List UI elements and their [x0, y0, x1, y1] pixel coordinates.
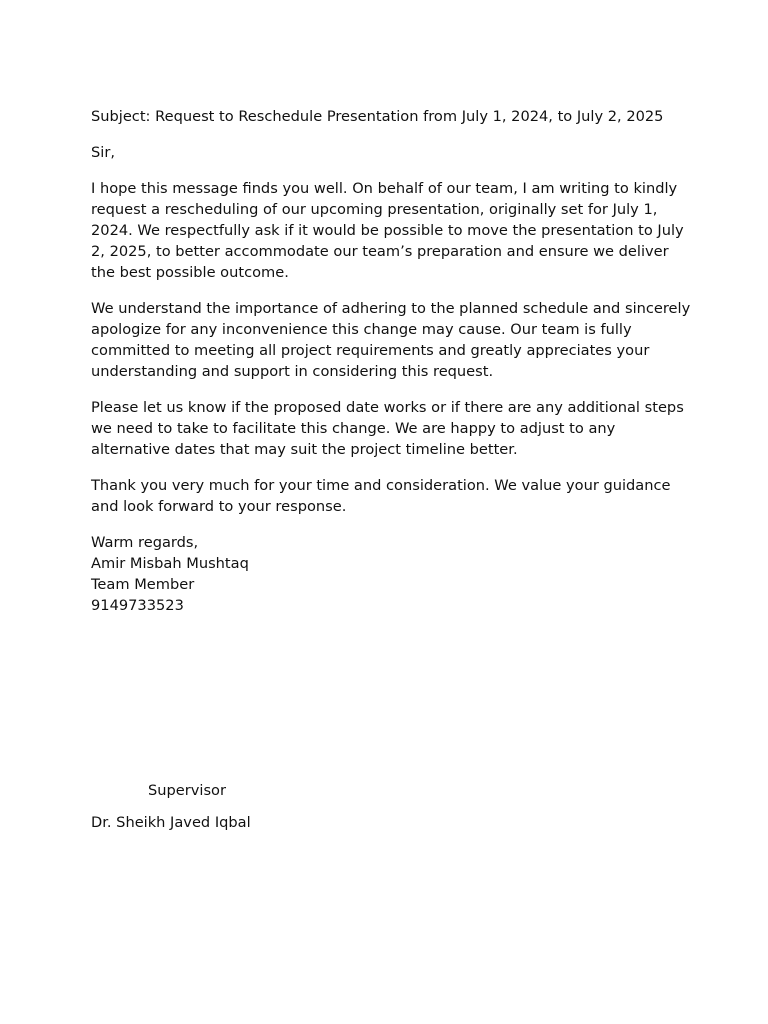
- sender-name: Amir Misbah Mushtaq: [91, 555, 249, 572]
- supervisor-label: Supervisor: [148, 782, 226, 799]
- paragraph-intro: I hope this message finds you well. On behalf of our team, I am writing to kindly request a rescheduling of our upcoming presentation, originally set for July 1, 2024. We respectfully ask if it would be possible to move the presentation to July 2, 2025, to better accommodate our team’s preparation and ensure we deliver the best possible outcome.: [91, 180, 684, 281]
- letter-body: [91, 106, 691, 616]
- subject-line: Subject: Request to Reschedule Presentation from July 1, 2024, to July 2, 2025: [91, 108, 664, 125]
- sender-phone: 9149733523: [91, 597, 184, 614]
- paragraph-request: Please let us know if the proposed date works or if there are any additional steps we need to take to facilitate this change. We are happy to adjust to any alternative dates that may suit the project timeline better.: [91, 399, 684, 458]
- salutation: Sir,: [91, 144, 115, 161]
- paragraph-apology: We understand the importance of adhering to the planned schedule and sincerely apologize for any inconvenience this change may cause. Our team is fully committed to meeting all project requirements and greatly appreciates your understanding and support in considering this request.: [91, 300, 691, 380]
- paragraph-thanks: Thank you very much for your time and consideration. We value your guidance and look forward to your response.: [91, 477, 671, 515]
- sender-role: Team Member: [91, 576, 195, 593]
- supervisor-name: Dr. Sheikh Javed Iqbal: [91, 814, 251, 831]
- closing: Warm regards,: [91, 534, 199, 551]
- signature-block: [91, 532, 691, 616]
